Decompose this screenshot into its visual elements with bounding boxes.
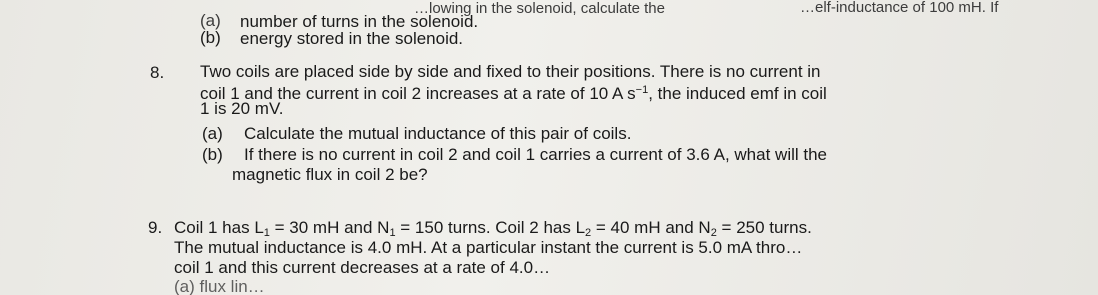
q9-l1-e: = 250 turns. — [716, 218, 812, 237]
q8-b-text1: If there is no current in coil 2 and coil 1 carries a current of 3.6 A, what will the — [244, 145, 828, 164]
top-a-text: number of turns in the solenoid. — [240, 12, 479, 31]
q9-line3: coil 1 and this current decreases at a rate of 4.0… — [174, 258, 551, 277]
top-a-label: (a) — [200, 11, 221, 30]
q8-number: 8. — [150, 63, 165, 82]
top-line1-text: …lowing in the solenoid, calculate the — [414, 0, 665, 17]
top-line1-right-text: …elf-inductance of 100 mH. If — [800, 0, 999, 16]
q8-line2-tail: , the induced emf in coil — [648, 84, 827, 103]
q9-line4: (a) flux lin… — [174, 277, 265, 295]
q8-line3: 1 is 20 mV. — [200, 99, 284, 118]
top-line1-right — [800, 0, 998, 18]
q9-number: 9. — [148, 218, 163, 237]
q9-l1-d: = 40 mH and N — [591, 218, 711, 237]
q8-line1: Two coils are placed side by side and fixed to their positions. There is no current in — [200, 62, 821, 81]
q9-l1-sub1: 1 — [263, 227, 270, 239]
q9-l1-sub4: 2 — [710, 227, 717, 239]
q9-l1-c: = 150 turns. Coil 2 has L — [395, 218, 586, 237]
q8-b-label: (b) — [202, 145, 223, 164]
q9-l1-sub3: 2 — [585, 227, 592, 239]
q8-a-label: (a) — [202, 124, 223, 143]
q9-l1-b: = 30 mH and N — [269, 218, 390, 237]
q9-l1-sub2: 1 — [389, 227, 396, 239]
q8-b-text2: magnetic flux in coil 2 be? — [232, 165, 428, 184]
q8-line2-sup: −1 — [635, 84, 649, 96]
q8-line2-main: coil 1 and the current in coil 2 increases at a rate of 10 A s — [200, 84, 636, 103]
q8-a-text: Calculate the mutual inductance of this pair of coils. — [244, 124, 632, 143]
q9-l1-a: Coil 1 has L — [174, 218, 264, 237]
q8-line2 — [200, 80, 827, 104]
top-b-label: (b) — [200, 28, 221, 47]
top-b-text: energy stored in the solenoid. — [240, 29, 464, 48]
q9-line2: The mutual inductance is 4.0 mH. At a particular instant the current is 5.0 mA thro… — [174, 238, 803, 257]
